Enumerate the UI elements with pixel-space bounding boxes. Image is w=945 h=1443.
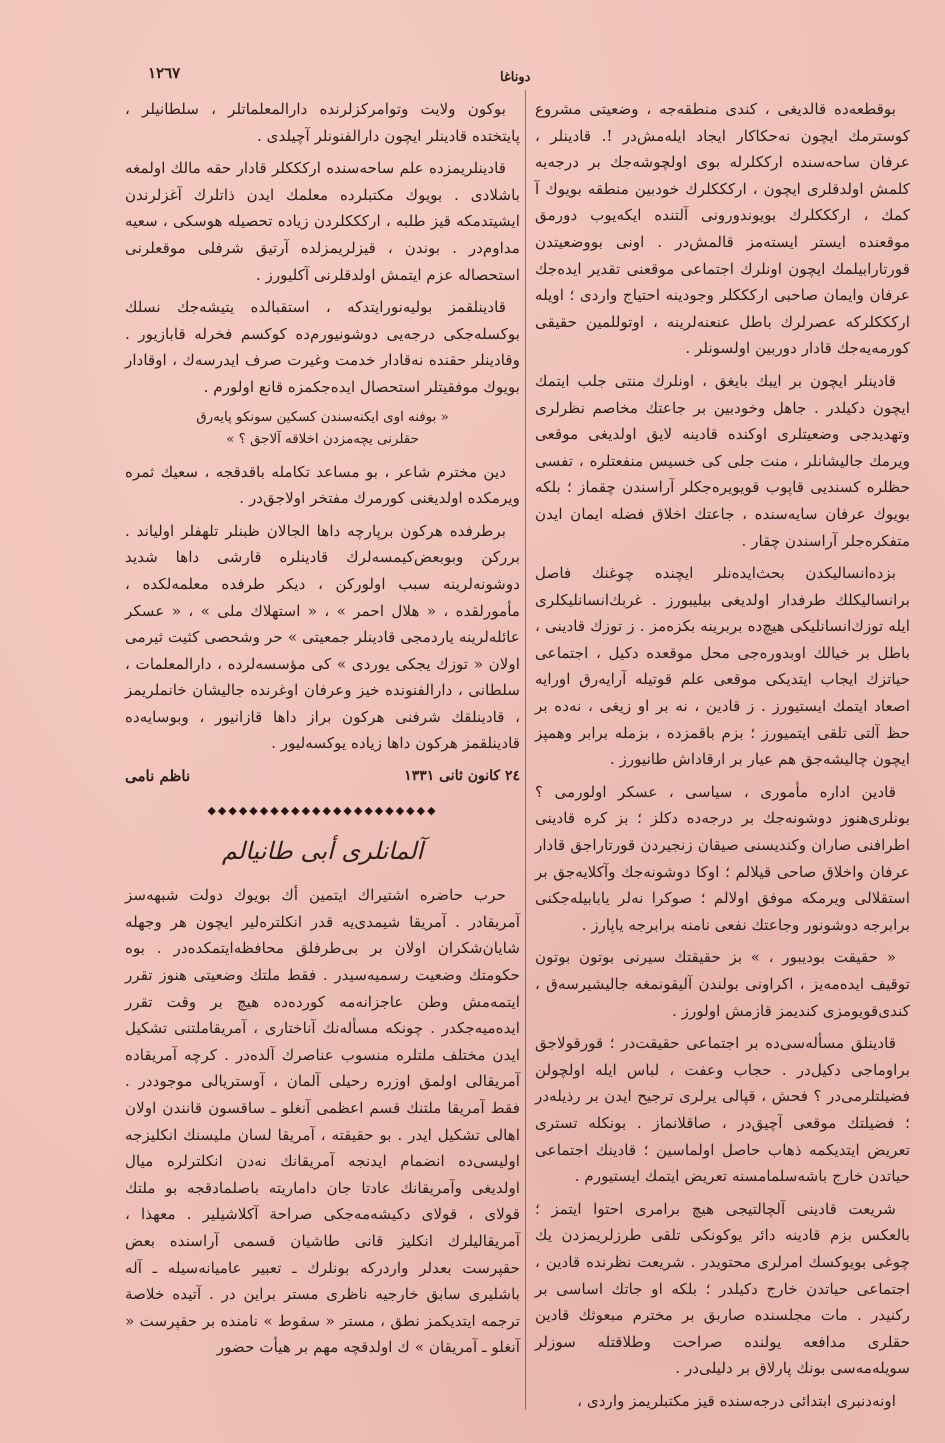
author-name: ناظم نامى (125, 767, 191, 786)
running-head: دوناغا (500, 70, 531, 85)
article-title: آلمانلرى ‌أبى طانيالم (221, 837, 424, 866)
paragraph: قادينلق مسأله‌سى‌ده بر اجتماعى حقيقت‌در ؛ قورقولاجق براوماجى دكيل‌در . حجاب وعفت ، لباس ايله اولچولن فضيلتلرمى‌در ؟ فحش ، قپالى يرلرى ترجيح ايدن بر رذيله‌در ؛ فضيلتك موقعى آچيق‌در ، صاقلانماز . بونكله تسترى تعريض ايتديكمه ذهاب حاصل اولماسين ؛ قادينك اجتماعى حياتدن خارج باشه‌سلمامسنه تعريض ايتمك ايستيورم . (535, 1034, 910, 1186)
page-header (0, 62, 945, 92)
paragraph: « حقيقت بوديبور ، » بز حقيقتك سيرنى بوتون بوتون توقيف ايده‌مه‌يز ، اكراونى بولندن آليقونمغه جاليشيرسه‌ق ، كندى‌قويومزى كنديمز قازمش اولورز . (535, 948, 910, 1020)
paragraph: حرب حاضره اشتيراك ايتمين أك بويوك دولت شبهه‌سز آمريقادر . آمريقا شيمدى‌يه قدر انكلتره‌لير ايچون هر وجهله شايان‌شكران اولان بر بى‌طرفلق محافظه‌ايتمكده‌در . بوه حكومتك وضعيت رسميه‌سيدر . فقط ملتك وضعيتى هنوز تقرر ايتمه‌مش وطن عاجزانه‌مه كورده‌ده هيچ بر وقت تقرر ايده‌ميه‌جكدر . چونكه مسأله‌نك آناختارى ، آمريقاملتنى تشكيل ايدن مختلف ملتلره منسوب عناصرك آلده‌در . كرچه آمريقاده آمريقالى اولمق اوزره رحيلى آلمان ، آوستريالى موجوددر . فقط آمريقا ملتنك قسم اعظمى آنغلو ـ ساقسون قانندن اولان اهالى تشكيل ايدر . بو حقيقته ، آمريقا لسان مليسنك انكليزجه اوليسى‌ده انضمام ايدنجه آمريقانك نه‌دن انكلترلره ميال اولديغى وآمريقانك عادتا جان داماريته باصلمادقجه بو ملتك قولاى ، قولاى دكيشه‌مه‌جكى صراحة آكلاشيلير . معهذا ، آمريقاليلرك انكليز قانى طاشيان قسمى آراسنده بعض حقپرست ‌بعدلر واردركه بونلرك ـ تعبير عاميانه‌سيله ـ آله باشليرى سابق خارجيه ناظرى مستر براين ‌در . آتيده خلاصة ترجمه ايتديكمز نطق ، مستر « سقوط » نامنده بر حقپرست « آنغلو ـ آمريقان » ك اولدقچه مهم بر هيأت حضور (125, 886, 520, 1357)
paragraph: بوقطعه‌ده قالديغى ، كندى منطقه‌جه ، وضعيتى مشروع كوسترمك ايچون نه‌حكاكار ايجاد ايله‌مش‌در !. قادينلر ، عرفان ساحه‌سنده ارككلرله بوى اولچوشه‌جك بر درجه‌يه كلمش اولدقلرى ايچون ، اركككلرك خودبين منطقه بويوك ‌آ كمك ، اركككلرك بويوندورونى آلتنده ايكه‌يوب دورمق موقعنده ايستر ايسته‌مز قالمش‌در . اونى بووضعيتدن قورتارابيلمك ايچون اونلرك اجتماعى موقعنى تقدير ايده‌جك عرفان وايمان صاحبى اركككلر وجودينه احتياج واردى ؛ اويله اركككلركه عصرلرك باطل عنعنه‌لرينه ، اوتوللمين حقيقى كورمه‌يه‌جك قادار دوربين اولسونلر . (535, 100, 910, 358)
paragraph: اونه‌دنبرى ابتدائى درجه‌سنده قيز مكتبلريمز واردى ، (577, 1391, 896, 1410)
paragraph: دين مخترم شاعر ، بو مساعد تكامله باقدقجه ، سعيك ثمره ويرمكده اولديغنى كورمرك مفتخر اولاجق‌در . (125, 462, 520, 508)
paragraph: قادين اداره مأمورى ، سياسى ، عسكر اولورمى ؟ بونلرى‌هنوز دوشونه‌جك بر درجه‌ده دكلز ؛ بز كره قادينى اطرافنى صاران وكنديسنى صيقان زنجيردن قورتاراجق قادار عرفان واخلاق صاحى قيلالم ؛ اوكا دوشونه‌جك وآكلايه‌جق بر استقلالى ويرمكه موفق اولالم ؛ صوكرا نه‌لر يابابيله‌جكنى برابرجه دوشونور وجاعتك نفعى نامنه برابرجه ياپارز . (535, 782, 910, 934)
verse-quote (125, 407, 520, 451)
paragraph: قادينلقمز بوليه‌نورايتدكه ، استقبالده يتيشه‌جك نسلك بوكسله‌جكى درجه‌يى دوشونيورم‌ده كوكسم فخرله قابازيور . وقادينلر حقنده نه‌قادار خدمت وغيرت صرف ايدرسه‌ك ، اوقادار بويوك موفقيتلر استحصال ايده‌جكمزه قانع اولورم . (125, 298, 520, 396)
paragraph: بزده‌انساليكدن بحث‌ايده‌نلر ايچنده چوغنك فاصل برانساليكلك طرفدار اولديغى بيليبورز . غربك‌انسانليكلرى ايله توزك‌انسانليكى هيچ‌ده بربرينه بكزه‌مز . ز توزك قادينى ، باطل بر خيالك اوبدوره‌جى محل موقعده دكيل ، اجتماعى حياتزك ايجاب ايتديكى موقعى علم قوتيله آرايه‌رق اورايه اصعاد ايتمك ايستيورز . ز قادين ، نه بر او زيغى ، نه‌ده بر حظ آلتى تلقى ايتميورز ؛ بزم باقمزده ، بزمله برابر وهمپز ايچون چاليشه‌جق هم عيار بر ارقاداش طانيورز . (535, 564, 910, 769)
paragraph: شريعت قادينى آلچالتيجى هيچ برامرى احتوا ايتمز ؛ بالعكس بزم قادينه دائر يوكونكى تلقى طرزلريمزدن يك چوغى بويوكسك امرلرى محتويدر . شريعت نظرنده قادين ، اجتماعى حياتدن خارج دكيلدر ؛ بلكه او جاتك اساسى بر ركنيدر . مات مجلسنده صاربق بر مخترم مبعوثك قادين حقلرى مدافعه يولنده صراحت وطلاقتله سوزلر سويله‌مه‌سى بونك پارلاق بر دليلى‌در . (535, 1199, 910, 1378)
verse-line: « بوفنه اوى ايكنه‌سندن كسكين سونكو پايه‌رق (196, 409, 449, 425)
signature-row (125, 763, 520, 790)
paragraph: برطرفده هركون برپارچه داها الجالان ظبنلر تلهفلر اولياند . برركن وبوبعض‌كيمسه‌لرك قادينلره قارشى داها شديد دوشونه‌لرينه سبب اولوركن ، ديكر طرفده معلمه‌لكده ، مأمورلقده ، « هلال احمر » ، « استهلاك ملى » ، « عسكر عائله‌لرينه ياردمجى قادينلر جمعيتى » حر وشحصى كثيت ثيرمى اولان « توزك يجكى يوردى » كى مؤسسه‌لرده ، دارالمعلمات ، سلطانى ، دارالفنونده خيز وعرفان اوغرنده جاليشان خانملريمز ، قادينلقك شرفنى هركون براز داها قازانيور ، وبوسايه‌ده قادينلقمز هركون داها زياده يوكسه‌ليور . (125, 521, 520, 753)
column-rule (525, 90, 526, 1410)
paragraph: بوكون ولايت وتوامركزلرنده دارالمعلماتلر ، سلطانيلر ، پايتختده قادينلر ايچون دارالفنونلر آچيلدى . (125, 100, 520, 145)
page-number: ١٢٦٧ (148, 64, 181, 82)
paragraph: قادينلر ايچون بر ايبك بايغق ، اونلرك منتى جلب ايتمك ايچون دكيلدر . جاهل وخودبين بر جاعتك مخاصم نظرلرى وتهديدجى وضعيتلرى اوكنده قادينه لايق اولديغى موقعى ويرمك جاليشانلر ، منت جلى كى خسيس منفعتلره ، تفسى حظلره كسنديى قاپوب قويويره‌جكلر آراسندن چقماز ؛ بلكه بويوك عرفان سايه‌سنده ، جاعتك اخلاق فضله ايمان ايدن متفكره‌جلر آراسندن چقار . (535, 371, 910, 550)
left-column (125, 96, 520, 1367)
ornamental-divider: ◆◆◆◆◆◆◆◆◆◆◆◆◆◆◆◆◆◆◆◆◆◆ (207, 803, 438, 817)
paragraph: قادينلريمزده علم ساحه‌سنده اركككلر قادار حقه مالك اولمغه باشلادى . بويوك مكتبلرده معلمك ايدن ذاتلرك آغزلرندن ايشيتدمكه قيز طلبه ، اركككلردن زياده تحصيله هوسكى ، سعيه مداوم‌در . بوندن ، قيزلريمزلده آرتيق شرفلى موقعلرنى استحصاله عزم ايتمش اولدقلرنى آكليورز . (125, 159, 520, 284)
verse-line: حقلرنى يچه‌مزدن اخلاقه آلاجق ؟ » (226, 431, 419, 447)
article-date: ٢٤ كانون ثانى ١٣٣١ (404, 768, 520, 785)
right-column (535, 96, 910, 1421)
